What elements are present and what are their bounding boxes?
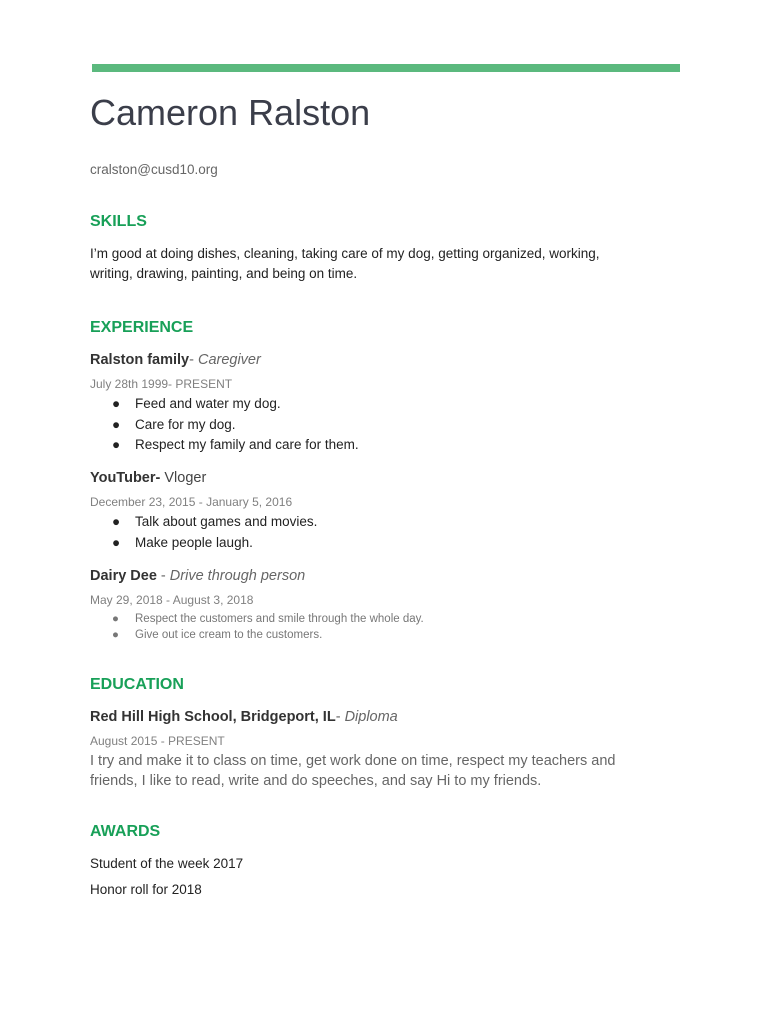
bullet-icon: ● <box>112 396 121 411</box>
list-item <box>90 435 359 456</box>
bullet-text: Give out ice cream to the customers. <box>135 628 323 641</box>
bullet-text: Respect the customers and smile through the whole day. <box>135 613 424 625</box>
bullet-icon: ● <box>112 628 119 641</box>
job-org: Ralston family <box>90 352 190 368</box>
list-item <box>90 394 359 415</box>
education-description: I try and make it to class on time, get work done on time, respect my teachers and friends, I like to read, write and do speeches, and say Hi to my friends. <box>90 753 616 789</box>
bullet-text: Respect my family and care for them. <box>135 437 359 452</box>
job-bullets <box>90 394 359 456</box>
job-org: YouTuber- <box>90 470 161 486</box>
job-title <box>90 352 261 368</box>
list-item <box>90 533 317 554</box>
list-item <box>90 512 317 533</box>
resume-name: Cameron Ralston <box>90 92 371 133</box>
bullet-text: Feed and water my dog. <box>135 396 281 411</box>
job-role: Drive through person <box>169 568 306 584</box>
degree: Diploma <box>344 709 398 725</box>
bullet-icon: ● <box>112 514 121 529</box>
education-separator: - <box>335 709 345 725</box>
job-dates: December 23, 2015 - January 5, 2016 <box>90 495 293 509</box>
accent-bar <box>92 64 680 72</box>
job-org: Dairy Dee <box>90 568 157 584</box>
skills-text: I’m good at doing dishes, cleaning, taking care of my dog, getting organized, working, writing, drawing, painting, and being on time. <box>90 246 600 281</box>
education-dates: August 2015 - PRESENT <box>90 734 225 748</box>
bullet-icon: ● <box>112 534 121 550</box>
education-heading: EDUCATION <box>90 676 184 693</box>
contact-email: cralston@cusd10.org <box>90 162 218 177</box>
award-item: Student of the week 2017 <box>90 856 244 871</box>
job-dates: May 29, 2018 - August 3, 2018 <box>90 593 254 607</box>
job-title <box>90 568 305 584</box>
job-title <box>90 470 206 486</box>
award-item: Honor roll for 2018 <box>90 882 202 897</box>
job-bullets <box>90 612 424 643</box>
list-item <box>90 628 424 644</box>
school-name: Red Hill High School, Bridgeport, IL <box>90 709 336 725</box>
bullet-text: Care for my dog. <box>135 416 236 432</box>
bullet-icon: ● <box>112 437 121 452</box>
job-dates: July 28th 1999- PRESENT <box>90 377 233 391</box>
job-role: Vloger <box>164 470 207 486</box>
job-separator: - <box>156 568 170 584</box>
list-item <box>90 415 359 436</box>
bullet-text: Make people laugh. <box>135 534 253 550</box>
skills-heading: SKILLS <box>90 213 147 230</box>
bullet-icon: ● <box>112 416 121 432</box>
education-title <box>90 709 398 725</box>
job-separator: - <box>189 352 198 368</box>
experience-heading: EXPERIENCE <box>90 319 194 336</box>
bullet-icon: ● <box>112 613 119 625</box>
bullet-text: Talk about games and movies. <box>135 514 318 529</box>
job-bullets <box>90 512 317 553</box>
list-item <box>90 612 424 628</box>
awards-heading: AWARDS <box>90 823 161 840</box>
job-role: Caregiver <box>197 352 261 368</box>
